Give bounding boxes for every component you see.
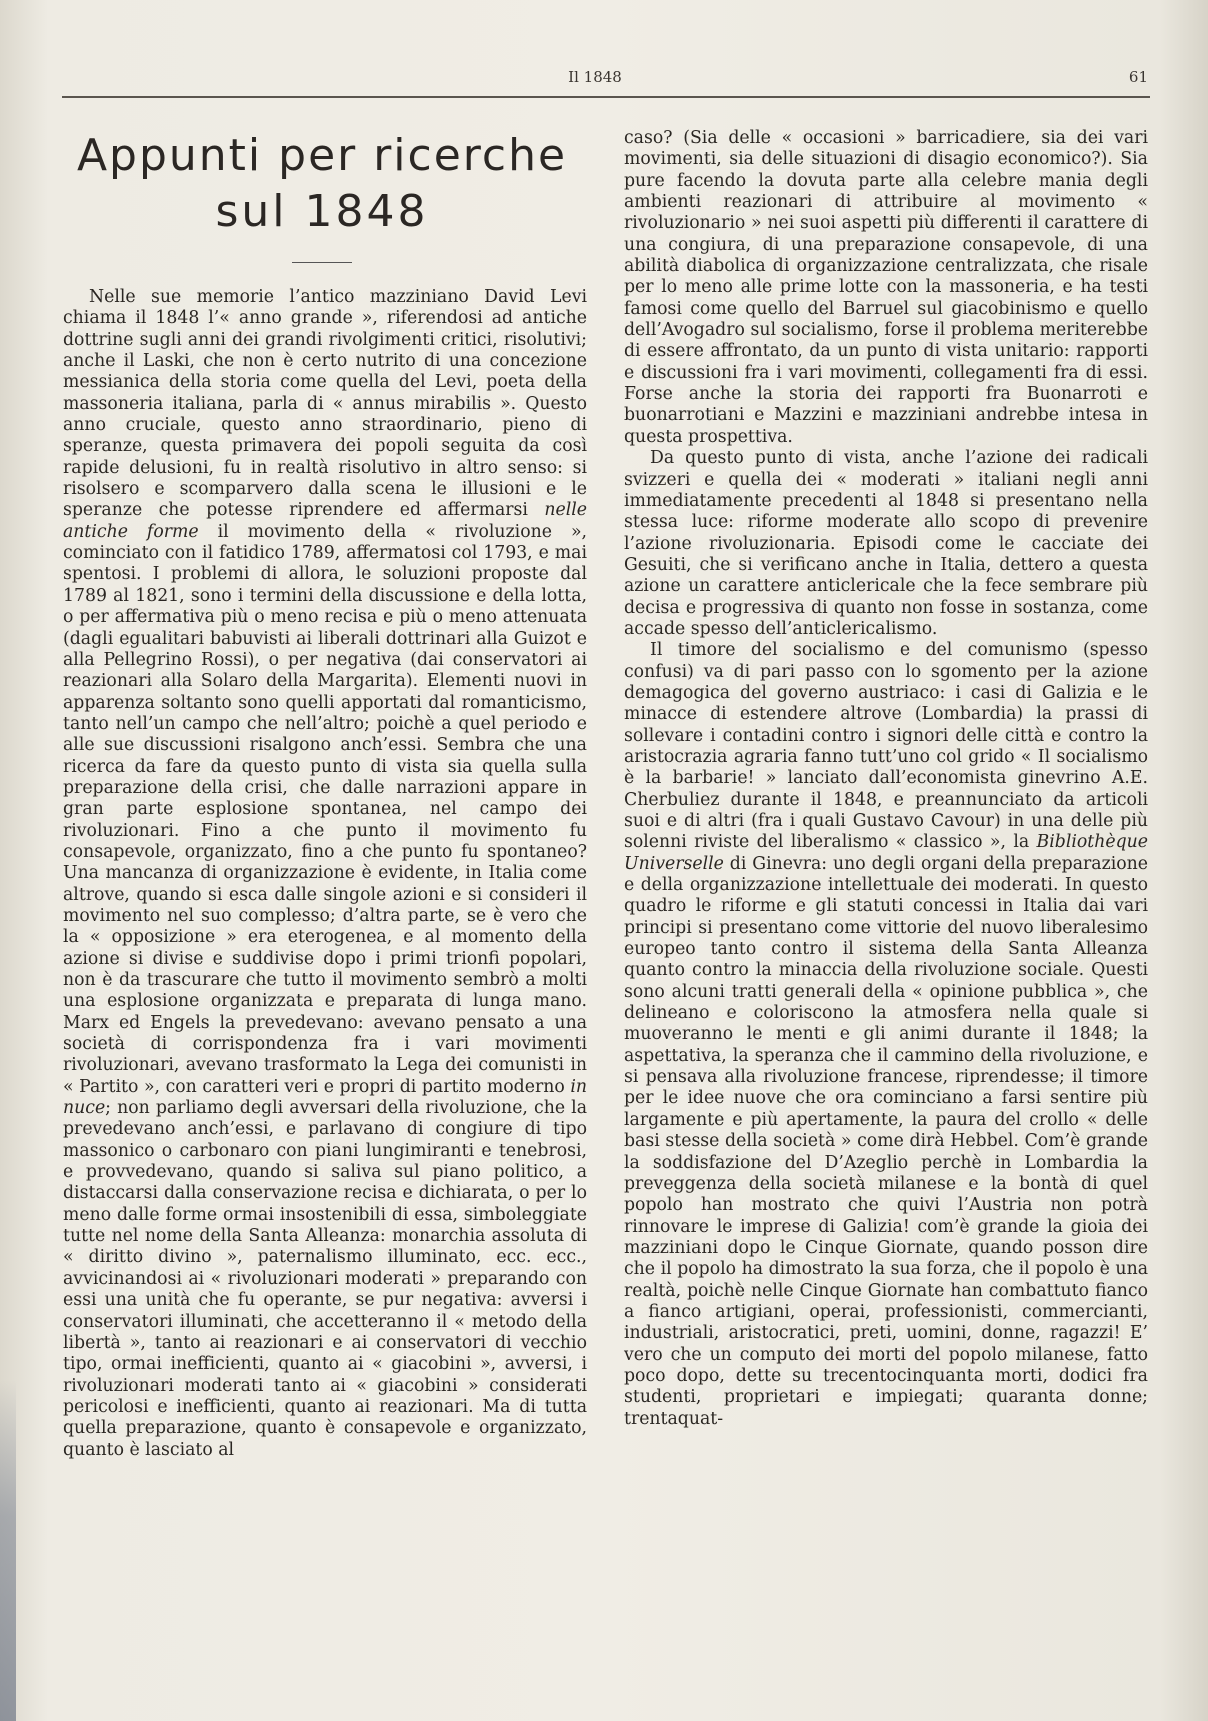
right-column xyxy=(624,128,1148,1430)
page-number: 61 xyxy=(1128,68,1148,86)
text-run: Nelle sue memorie l’antico mazziniano David Levi chiama il 1848 l’« anno grande », riferendosi ad antiche dottrine sugli anni dei grandi rivolgimenti critici, risolutivi; anche il Laski, che non è certo nutrito di una concezione messianica della storia come quella del Levi, poeta della massoneria italiana, parla di « annus mirabilis ». Questo anno cruciale, questo anno straordinario, pieno di speranze, questa primavera dei popoli seguita da così rapide delusioni, fu in realtà risolutivo in altro senso: si risolsero e scomparvero dalla scena le illusioni e le speranze che potesse riprendere ed affermarsi xyxy=(63,287,587,521)
left-column xyxy=(63,287,587,1461)
running-header xyxy=(0,68,1208,90)
title-line-1: Appunti per ricerche xyxy=(76,130,568,181)
italic-run: Bibliothèque Universelle xyxy=(624,832,1148,874)
paragraph-1 xyxy=(63,287,587,1461)
paragraph-continued: caso? (Sia delle « occasioni » barricadiere, sia dei vari movimenti, sia delle situazioni di disagio economico?). Sia pure facendo la dovuta parte alla celebre mania degli ambienti reazionari di attribuire al movimento « rivoluzionario » nei suoi aspetti più differenti il carattere di una congiura, di una preparazione consapevole, di una abilità diabolica di organizzazione centralizzata, che risale per lo meno alle prime lotte con la massoneria, e ha testi famosi come quello del Barruel sul giacobinismo e quello dell’Avogadro sul socialismo, forse il problema meriterebbe di essere affrontato, da un punto di vista unitario: rapporti e discussioni fra i vari movimenti, collegamenti fra di essi. Forse anche la storia dei rapporti fra Buonarroti e buonarrotiani e Mazzini e mazziniani andrebbe intesa in questa prospettiva. xyxy=(624,128,1148,447)
paragraph-2: Da questo punto di vista, anche l’azione dei radicali svizzeri e quella dei « moderati » italiani negli anni immediatamente precedenti al 1848 si presentano nella stessa luce: riforme moderate allo scopo di prevenire l’azione rivoluzionaria. Episodi come le cacciate dei Gesuiti, che si verificano anche in Italia, dettero a questa azione un carattere anticlericale che la fece sembrare più decisa e progressiva di quanto non fosse in sostanza, come accade spesso dell’anticlericalismo. xyxy=(624,448,1148,639)
header-rule xyxy=(62,96,1150,98)
page-edge-shadow xyxy=(0,1380,16,1721)
title-separator xyxy=(292,262,352,263)
text-run: di Ginevra: uno degli organi della preparazione e della organizzazione intellettuale dei moderati. In questo quadro le riforme e gli statuti concessi in Italia dai vari principi si presentano come vittorie del nuovo liberalesimo europeo tanto contro il sistema della Santa Alleanza quanto contro la minaccia della rivoluzione sociale. Questi sono alcuni tratti generali della « opinione pubblica », che delineano e coloriscono la atmosfera nella quale si muoveranno le menti e gli animi durante il 1848; la aspettativa, la speranza che il cammino della rivoluzione, e si pensava alla rivoluzione francese, riprendesse; il timore per le idee nuove che ora cominciano a farsi sentire più largamente e più apertamente, la paura del crollo « delle basi stesse della società » come dirà Hebbel. Com’è grande la soddisfazione del D’Azeglio perchè in Lombardia la preveggenza della società milanese e la bontà di quel popolo han mostrato che quivi l’Austria non potrà rinnovare le imprese di Galizia! com’è grande la gioia dei mazziniani dopo le Cinque Giornate, quando posson dire che il popolo ha dimostrato la sua forza, che il popolo è una realtà, poichè nelle Cinque Giornate han combattuto fianco a fianco artigiani, operai, professionisti, commercianti, industriali, aristocratici, preti, uomini, donne, ragazzi! E’ vero che un computo dei morti del popolo milanese, fatto poco dopo, dette su trecentocinquanta morti, dodici fra studenti, proprietari e impiegati; quaranta donne; trentaquat- xyxy=(624,853,1148,1429)
text-run: il movimento della « rivoluzione », cominciato con il fatidico 1789, affermatosi col 1793, e mai spentosi. I problemi di allora, le soluzioni proposte dal 1789 al 1821, sono i termini della discussione e della lotta, o per affermativa più o meno recisa e più o meno attenuata (dagli egualitari babuvisti ai liberali dottrinari alla Guizot e alla Pellegrino Rossi), o per negativa (dai conservatori ai reazionari alla Solaro della Margarita). Elementi nuovi in apparenza soltanto sono quelli apportati dal romanticismo, tanto nell’un campo che nell’altro; poichè a quel periodo e alle sue discussioni risalgono anch’essi. Sembra che una ricerca da fare da questo punto di vista sia quella sulla preparazione della crisi, che dalle narrazioni appare in gran parte esplosione spontanea, nel campo dei rivoluzionari. Fino a che punto il movimento fu consapevole, organizzato, fino a che punto fu spontaneo? Una mancanza di organizzazione è evidente, in Italia come altrove, quando si esca dalle singole azioni e si consideri il movimento nel suo complesso; d’altra parte, se è vero che la « opposizione » era eterogenea, e al momento della azione si divise e suddivise dopo i primi trionfi popolari, non è da trascurare che tutto il movimento sembrò a molti una esplosione organizzata e preparata di lunga mano. Marx ed Engels la prevedevano: avevano pensato a una società di corrispondenza fra i vari movimenti rivoluzionari, avevano trasformato la Lega dei comunisti in « Partito », con caratteri veri e propri di partito moderno xyxy=(63,521,588,1097)
text-run: ; non parliamo degli avversari della rivoluzione, che la prevedevano anch’essi, e parlavano di congiure di tipo massonico o carbonaro con piani lungimiranti e tenebrosi, e provvedevano, quando si saliva sul piano politico, a distaccarsi dalla conservazione recisa e dichiarata, o per lo meno dalle forme ormai insostenibili di essa, simboleggiate tutte nel nome della Santa Alleanza: monarchia assoluta di « diritto divino », paternalismo illuminato, ecc. ecc., avvicinandosi ai « rivoluzionari moderati » preparando con essi una unità che fu operante, se pur negativa: avversi i conservatori illuminati, che accetteranno il « metodo della libertà », tanto ai reazionari e ai conservatori di vecchio tipo, ormai inefficienti, quanto ai « giacobini », avversi, i rivoluzionari moderati tanto ai « giacobini » considerati pericolosi e inefficienti, quanto ai reazionari. Ma di tutta quella preparazione, quanto è consapevole e organizzato, quanto è lasciato al xyxy=(63,1098,587,1460)
running-title: Il 1848 xyxy=(568,68,622,86)
title-line-2: sul 1848 xyxy=(215,186,429,237)
italic-run: in nuce xyxy=(63,1076,587,1119)
article-title xyxy=(62,130,582,263)
italic-run: nelle antiche forme xyxy=(63,500,587,542)
paragraph-3 xyxy=(624,640,1148,1430)
text-run: Il timore del socialismo e del comunismo (spesso confusi) va di pari passo con lo sgomento per la azione demagogica del governo austriaco: i casi di Galizia e le minacce di estendere altrove (Lombardia) la prassi di sollevare i contadini contro i signori delle città e contro la aristocrazia agraria fanno tutt’uno col grido « Il socialismo è la barbarie! » lanciato dall’economista ginevrino A.E. Cherbuliez durante il 1848, e preannunciato da articoli suoi e di altri (fra i quali Gustavo Cavour) in una delle più solenni riviste del liberalismo « classico », la xyxy=(624,640,1148,853)
